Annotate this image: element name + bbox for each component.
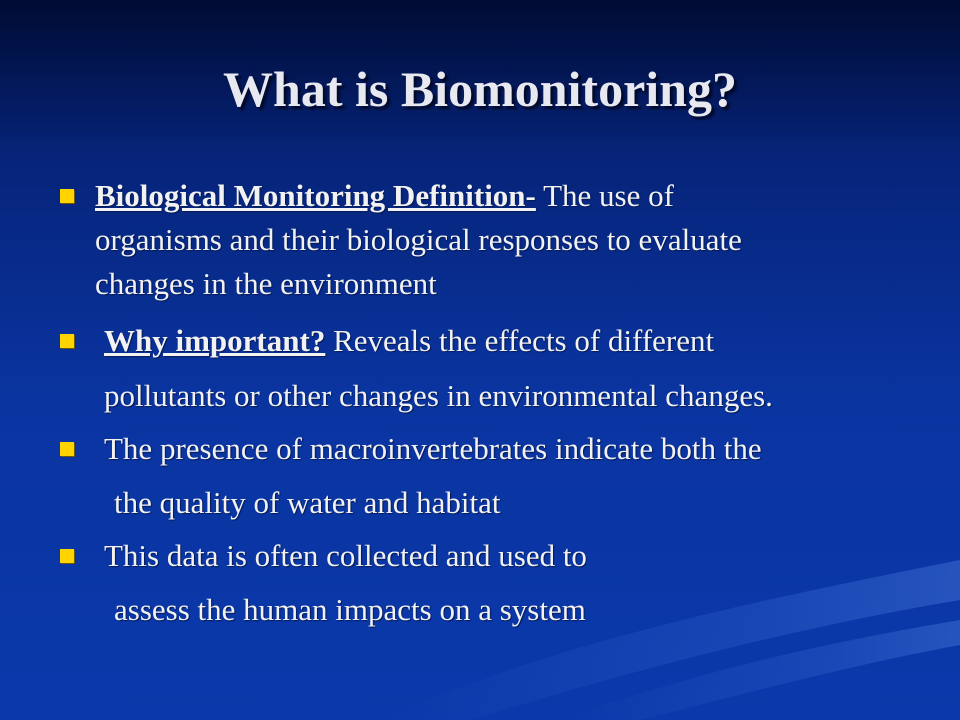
data-usage-text-2: assess the human impacts on a system [114, 592, 586, 627]
bullet-square-icon [60, 549, 74, 563]
importance-text-1: Reveals the effects of different [325, 323, 715, 358]
macroinvertebrates-text-2: the quality of water and habitat [114, 485, 501, 520]
bullet-square-icon [60, 334, 74, 348]
slide-title: What is Biomonitoring? [223, 61, 737, 117]
bullet-square-icon [60, 442, 74, 456]
importance-label: Why important? [104, 323, 326, 358]
definition-text-2: organisms and their biological responses to evaluate [95, 222, 742, 257]
bullet-square-icon [60, 189, 74, 203]
bullet-1-line-1 [95, 174, 674, 218]
definition-text-3: changes in the environment [95, 266, 437, 301]
macroinvertebrates-text-1: The presence of macroinvertebrates indicate both the [104, 431, 762, 466]
data-usage-text-1: This data is often collected and used to [104, 538, 587, 573]
definition-text-1: The use of [535, 178, 674, 213]
importance-text-2: pollutants or other changes in environmental changes. [104, 378, 773, 413]
definition-label: Biological Monitoring Definition- [95, 178, 536, 213]
bullet-2-line-1 [104, 319, 714, 363]
